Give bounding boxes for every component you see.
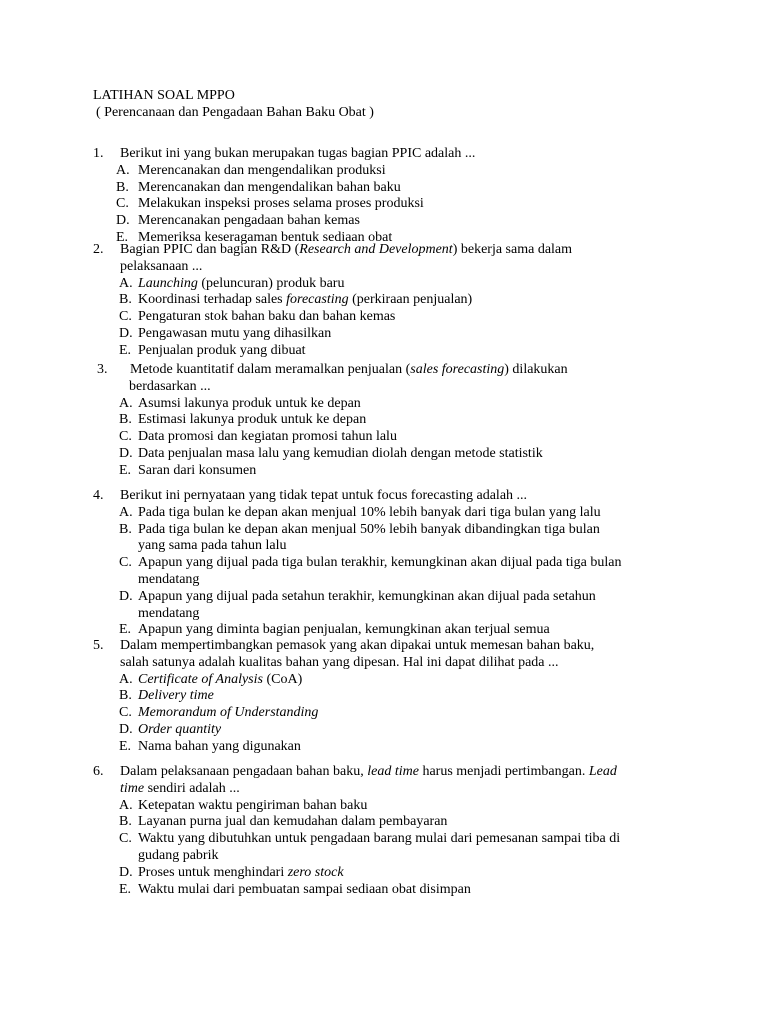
option-letter: E.	[119, 342, 132, 358]
option-letter: A.	[119, 671, 133, 687]
option-text	[138, 162, 386, 179]
text-segment: yang sama pada tahun lalu	[138, 538, 287, 554]
option-letter: B.	[119, 412, 132, 428]
text-segment: Berikut ini pernyataan yang tidak tepat untuk focus forecasting adalah ...	[120, 488, 528, 503]
text-segment: Memeriksa keseragaman bentuk sediaan obat	[138, 230, 393, 245]
option-text	[138, 704, 318, 721]
option-letter: D.	[119, 326, 133, 341]
text-segment: Estimasi lakunya produk untuk ke depan	[138, 412, 367, 428]
option-text	[138, 687, 214, 704]
option-letter: A.	[119, 275, 133, 291]
option-letter: E.	[116, 230, 129, 245]
italic-text: time	[120, 780, 145, 796]
option-text	[138, 721, 221, 738]
option-text	[138, 738, 301, 755]
option-letter: B.	[119, 688, 132, 704]
option-text	[138, 864, 344, 881]
question-text	[120, 654, 559, 671]
text-segment: Data promosi dan kegiatan promosi tahun lalu	[138, 429, 397, 445]
text-segment: Proses untuk menghindari	[138, 864, 288, 880]
option-text	[138, 291, 472, 308]
option-letter: C.	[119, 309, 132, 325]
option-text	[138, 212, 360, 229]
text-segment: Dalam pelaksanaan pengadaan bahan baku,	[120, 764, 368, 779]
question-text	[120, 780, 240, 797]
text-segment: Apapun yang dijual pada tiga bulan terakhir, kemungkinan akan dijual pada tiga bulan	[138, 555, 622, 571]
option-letter: A.	[116, 162, 130, 178]
question-text	[120, 241, 572, 258]
question-text	[120, 763, 617, 780]
question-number: 5.	[93, 638, 104, 653]
option-text	[138, 671, 302, 688]
option-letter: D.	[119, 446, 133, 461]
option-letter: E.	[119, 738, 132, 754]
text-segment: Apapun yang diminta bagian penjualan, kemungkinan akan terjual semua	[138, 622, 550, 638]
text-segment: Koordinasi terhadap sales	[138, 292, 287, 308]
italic-text: Lead	[588, 764, 617, 779]
text-segment: salah satunya adalah kualitas bahan yang dipesan. Hal ini dapat dilihat pada ...	[120, 654, 559, 670]
option-text	[138, 342, 306, 359]
italic-text: sales forecasting	[410, 362, 505, 377]
text-segment: Asumsi lakunya produk untuk ke depan	[138, 395, 361, 411]
question-text	[120, 258, 202, 275]
text-segment: Apapun yang dijual pada setahun terakhir, kemungkinan akan dijual pada setahun	[138, 588, 596, 604]
question-text	[129, 378, 211, 395]
text-segment: (CoA)	[262, 671, 303, 687]
option-text	[138, 521, 600, 538]
option-text	[138, 195, 424, 212]
option-letter: A.	[119, 395, 133, 411]
text-segment: Penjualan produk yang dibuat	[138, 342, 306, 358]
text-segment: Dalam mempertimbangkan pemasok yang akan dipakai untuk memesan bahan baku,	[120, 638, 595, 653]
option-letter: D.	[119, 864, 133, 880]
text-segment: Bagian PPIC dan bagian R&D (	[120, 242, 300, 257]
text-segment: ) bekerja sama dalam	[452, 242, 573, 257]
option-text	[138, 554, 621, 571]
option-text	[138, 462, 256, 479]
option-letter: E.	[119, 881, 132, 897]
italic-text: lead time	[367, 764, 419, 779]
text-segment: sendiri adalah ...	[144, 780, 240, 796]
document-subtitle: ( Perencanaan dan Pengadaan Bahan Baku Obat )	[96, 105, 374, 120]
italic-text: Certificate of Analysis	[138, 671, 263, 687]
option-text	[138, 813, 447, 830]
text-segment: gudang pabrik	[138, 848, 219, 863]
option-text	[138, 179, 401, 196]
option-letter: B.	[119, 521, 132, 537]
question-number: 4.	[93, 488, 104, 503]
text-segment: Nama bahan yang digunakan	[138, 738, 301, 754]
text-segment: (perkiraan penjualan)	[348, 292, 473, 308]
text-segment: Pengawasan mutu yang dihasilkan	[138, 326, 332, 341]
text-segment: ) dilakukan	[504, 362, 568, 377]
option-text	[138, 571, 199, 588]
question-text	[130, 361, 568, 378]
option-letter: C.	[119, 555, 132, 571]
option-text	[138, 797, 367, 814]
text-segment: Waktu yang dibutuhkan untuk pengadaan barang mulai dari pemesanan sampai tiba di	[138, 831, 621, 847]
text-segment: Layanan purna jual dan kemudahan dalam pembayaran	[138, 814, 448, 830]
option-text	[138, 325, 331, 342]
option-text	[138, 445, 543, 462]
question-number: 3.	[97, 362, 108, 377]
text-segment: berdasarkan ...	[129, 378, 211, 394]
question-number: 1.	[93, 146, 104, 161]
option-letter: A.	[119, 797, 133, 813]
italic-text: Delivery time	[138, 688, 214, 704]
text-segment: pelaksanaan ...	[120, 258, 203, 274]
option-letter: B.	[119, 292, 132, 308]
option-text	[138, 588, 596, 605]
document-title: LATIHAN SOAL MPPO	[93, 88, 235, 103]
option-text	[138, 428, 397, 445]
option-text	[138, 411, 366, 428]
option-text	[138, 275, 344, 292]
question-number: 2.	[93, 242, 104, 257]
question-text	[120, 145, 475, 162]
italic-text: zero stock	[287, 864, 344, 880]
text-segment: Data penjualan masa lalu yang kemudian diolah dengan metode statistik	[138, 446, 543, 461]
text-segment: Melakukan inspeksi proses selama proses produksi	[138, 196, 424, 212]
text-segment: Saran dari konsumen	[138, 462, 257, 478]
option-letter: E.	[119, 462, 132, 478]
text-segment: Berikut ini yang bukan merupakan tugas bagian PPIC adalah ...	[120, 146, 476, 161]
option-letter: C.	[119, 705, 132, 721]
text-segment: Merencanakan pengadaan bahan kemas	[138, 213, 360, 229]
option-text	[138, 537, 287, 554]
option-letter: B.	[119, 814, 132, 830]
question-number: 6.	[93, 764, 104, 779]
italic-text: Order quantity	[138, 722, 222, 737]
text-segment: Merencanakan dan mengendalikan produksi	[138, 162, 386, 178]
text-segment: Pada tiga bulan ke depan akan menjual 50% lebih banyak dibandingkan tiga bulan	[138, 521, 600, 537]
option-letter: D.	[119, 722, 133, 737]
option-text	[138, 605, 199, 622]
text-segment: Metode kuantitatif dalam meramalkan penjualan (	[130, 362, 411, 377]
text-segment: Merencanakan dan mengendalikan bahan baku	[138, 179, 401, 195]
option-letter: B.	[116, 179, 129, 195]
option-text	[138, 395, 361, 412]
option-letter: A.	[119, 504, 133, 520]
italic-text: Memorandum of Understanding	[138, 705, 319, 721]
italic-text: Launching	[138, 275, 198, 291]
option-letter: C.	[119, 429, 132, 445]
text-segment: harus menjadi pertimbangan.	[418, 764, 589, 779]
option-letter: D.	[116, 213, 130, 229]
option-text	[138, 308, 395, 325]
option-letter: C.	[116, 196, 129, 212]
option-text	[138, 847, 218, 864]
question-text	[120, 637, 594, 654]
option-letter: C.	[119, 831, 132, 847]
question-text	[120, 487, 527, 504]
italic-text: forecasting	[286, 292, 349, 308]
text-segment: Pengaturan stok bahan baku dan bahan kemas	[138, 309, 396, 325]
text-segment: mendatang	[138, 605, 200, 621]
option-text	[138, 621, 550, 638]
text-segment: (peluncuran) produk baru	[197, 275, 345, 291]
option-text	[138, 504, 601, 521]
italic-text: Research and Development	[299, 242, 453, 257]
option-letter: D.	[119, 588, 133, 604]
text-segment: Waktu mulai dari pembuatan sampai sediaan obat disimpan	[138, 881, 471, 897]
option-text	[138, 830, 620, 847]
text-segment: mendatang	[138, 572, 200, 587]
option-text	[138, 881, 471, 898]
text-segment: Pada tiga bulan ke depan akan menjual 10% lebih banyak dari tiga bulan yang lalu	[138, 504, 601, 520]
text-segment: Ketepatan waktu pengiriman bahan baku	[138, 797, 368, 813]
option-letter: E.	[119, 622, 132, 638]
